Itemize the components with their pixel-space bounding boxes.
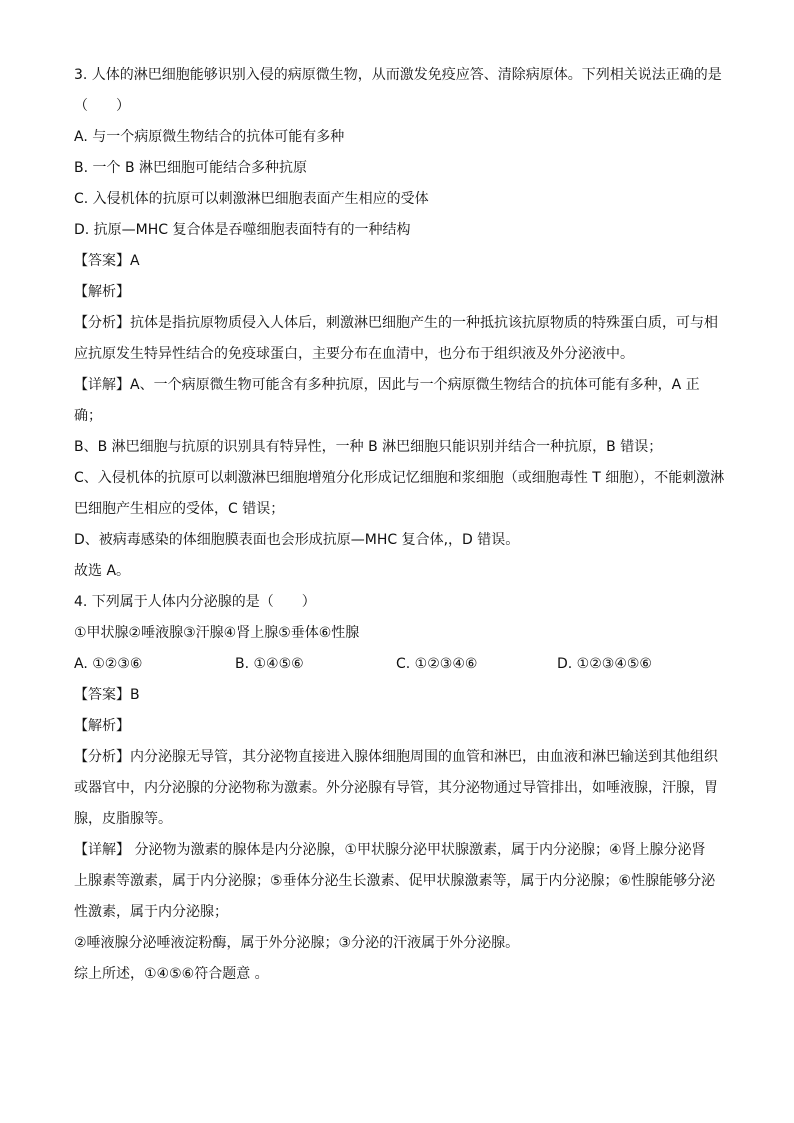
- q3-conclusion: 故选 A。: [74, 563, 131, 579]
- q4-xiangjie-line1: 【详解】 分泌物为激素的腺体是内分泌腺，①甲状腺分泌甲状腺激素，属于内分泌腺；④肾上腺分泌肾: [74, 842, 706, 858]
- q3-option-c: C. 入侵机体的抗原可以刺激淋巴细胞表面产生相应的受体: [74, 191, 429, 207]
- q3-stem-bracket: （ ）: [74, 98, 130, 114]
- q4-answer: 【答案】B: [74, 687, 140, 703]
- q3-option-b: B. 一个 B 淋巴细胞可能结合多种抗原: [74, 160, 308, 176]
- q3-fenxi-line2: 应抗原发生特异性结合的免疫球蛋白，主要分布在血清中，也分布于组织液及外分泌液中。: [74, 346, 634, 362]
- q4-detail2: ②唾液腺分泌唾液淀粉酶，属于外分泌腺；③分泌的汗液属于外分泌腺。: [74, 935, 520, 951]
- q3-option-d: D. 抗原—MHC 复合体是吞噬细胞表面特有的一种结构: [74, 222, 411, 238]
- q3-stem-line1: 3. 人体的淋巴细胞能够识别入侵的病原微生物，从而激发免疫应答、清除病原体。下列相关说法正确的是: [74, 67, 722, 83]
- q3-detail-b: B、B 淋巴细胞与抗原的识别具有特异性，一种 B 淋巴细胞只能识别并结合一种抗原，B 错误；: [74, 439, 663, 455]
- q4-option-b: B. ①④⑤⑥: [235, 656, 304, 672]
- q4-stem-line1: 4. 下列属于人体内分泌腺的是（ ）: [74, 594, 316, 610]
- q3-analysis-label: 【解析】: [74, 284, 130, 300]
- q3-detail-c-line2: 巴细胞产生相应的受体，C 错误；: [74, 501, 285, 517]
- q3-option-a: A. 与一个病原微生物结合的抗体可能有多种: [74, 129, 345, 145]
- q4-xiangjie-line3: 性激素，属于内分泌腺；: [74, 904, 228, 920]
- q3-detail-d: D、被病毒感染的体细胞膜表面也会形成抗原—MHC 复合体,，D 错误。: [74, 532, 520, 548]
- q4-option-a: A. ①②③⑥: [74, 656, 143, 672]
- q4-stem-line2: ①甲状腺②唾液腺③汗腺④肾上腺⑤垂体⑥性腺: [74, 625, 360, 641]
- q4-conclusion: 综上所述，①④⑤⑥符合题意 。: [74, 966, 269, 982]
- q4-option-d: D. ①②③④⑤⑥: [557, 656, 652, 672]
- q3-xiangjie-line2: 确；: [74, 408, 102, 424]
- q4-fenxi-line1: 【分析】内分泌腺无导管，其分泌物直接进入腺体细胞周围的血管和淋巴，由血液和淋巴输送到其他组织: [74, 749, 718, 765]
- q4-option-c: C. ①②③④⑥: [396, 656, 478, 672]
- q4-analysis-label: 【解析】: [74, 718, 130, 734]
- q3-answer: 【答案】A: [74, 253, 140, 269]
- q3-xiangjie-line1: 【详解】A、一个病原微生物可能含有多种抗原，因此与一个病原微生物结合的抗体可能有多种，A 正: [74, 377, 700, 393]
- q3-detail-c-line1: C、入侵机体的抗原可以刺激淋巴细胞增殖分化形成记忆细胞和浆细胞（或细胞毒性 T 细胞），不能刺激淋: [74, 470, 724, 486]
- q4-xiangjie-line2: 上腺素等激素，属于内分泌腺；⑤垂体分泌生长激素、促甲状腺激素等，属于内分泌腺；⑥性腺能够分泌: [74, 873, 716, 889]
- q4-fenxi-line2: 或器官中，内分泌腺的分泌物称为激素。外分泌腺有导管，其分泌物通过导管排出，如唾液腺，汗腺，胃: [74, 780, 718, 796]
- q4-fenxi-line3: 腺，皮脂腺等。: [74, 811, 172, 827]
- q3-fenxi-line1: 【分析】抗体是指抗原物质侵入人体后，刺激淋巴细胞产生的一种抵抗该抗原物质的特殊蛋白质，可与相: [74, 315, 718, 331]
- q4-options-row: [74, 655, 724, 673]
